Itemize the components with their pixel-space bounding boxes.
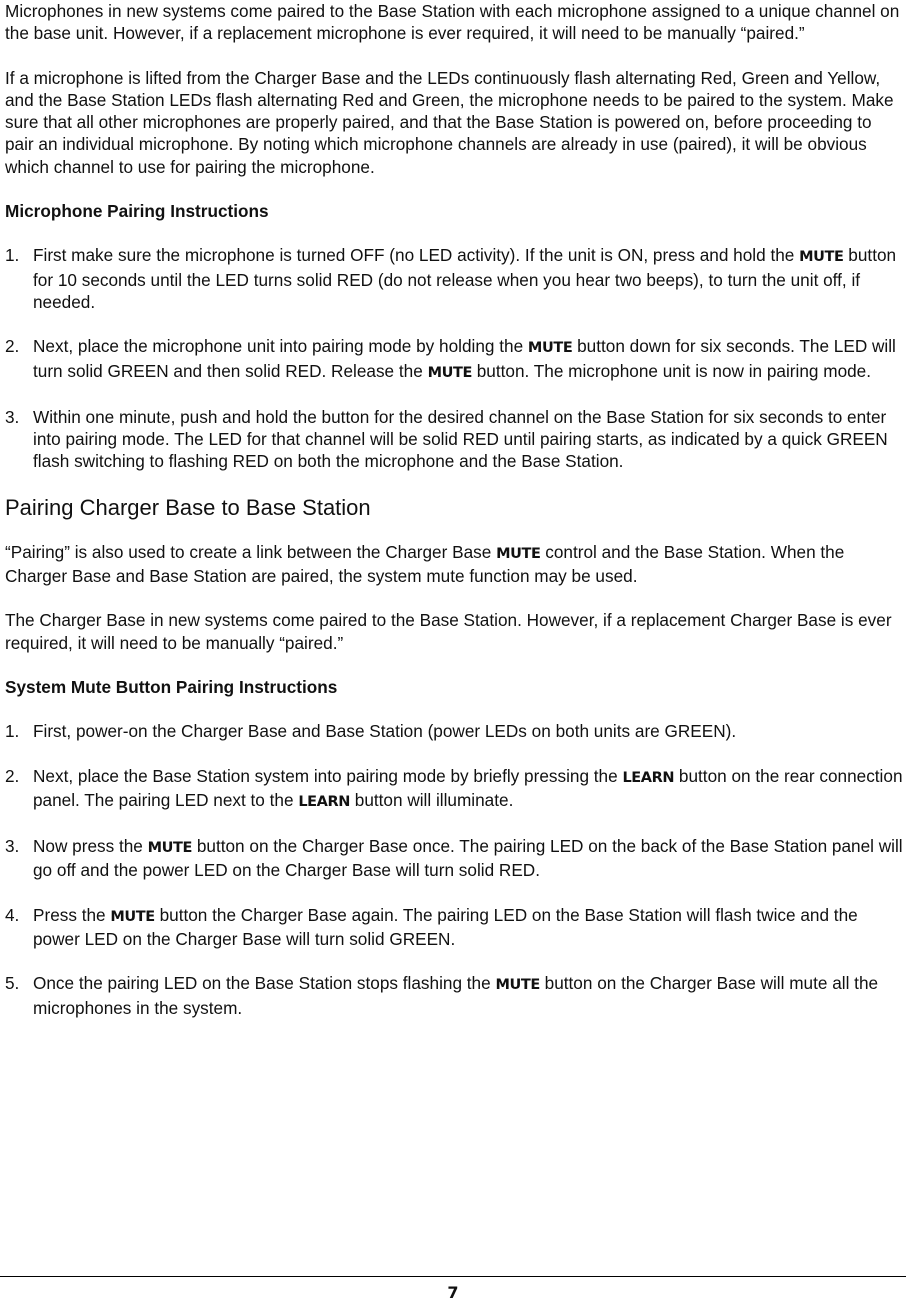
mic-pairing-steps xyxy=(5,244,905,472)
document-page xyxy=(5,0,905,1041)
mute-pairing-steps xyxy=(5,720,905,1019)
step-text: button will illuminate. xyxy=(349,789,514,810)
mic-pairing-heading: Microphone Pairing Instructions xyxy=(5,201,269,222)
step-text: Press the xyxy=(33,904,111,925)
step-number: 3. xyxy=(5,836,20,857)
step-text: button for 10 seconds until the LED turns solid RED (do not release when you hear two beeps), to turn the unit off, if needed. xyxy=(33,245,897,312)
step-text: button down for six seconds. The LED will turn solid GREEN and then solid RED. Release the xyxy=(33,336,896,381)
step-number: 2. xyxy=(5,336,20,357)
step-text: button on the rear connection panel. The pairing LED next to the xyxy=(33,765,903,810)
list-item xyxy=(5,406,905,473)
learn-keyword: LEARN xyxy=(298,793,350,810)
list-item xyxy=(5,835,905,882)
mute-keyword: MUTE xyxy=(110,908,155,925)
step-text: Once the pairing LED on the Base Station stops flashing the xyxy=(33,973,496,994)
intro-paragraph-2: If a microphone is lifted from the Charger Base and the LEDs continuously flash alternating Red, Green and Yellow, and the Base Station LEDs flash alternating Red and Green, the microphone needs to be paired to the system. Make sure that all other microphones are properly paired, and that the Base Station is powered on, before proceeding to pair an individual microphone. By noting which microphone channels are already in use (paired), it will be obvious which channel to use for pairing the microphone. xyxy=(5,67,894,177)
mute-keyword: MUTE xyxy=(799,249,844,266)
step-number: 4. xyxy=(5,904,20,925)
step-text: button on the Charger Base once. The pairing LED on the back of the Base Station panel will go off and the power LED on the Charger Base will turn solid RED. xyxy=(33,836,903,881)
step-text: First make sure the microphone is turned OFF (no LED activity). If the unit is ON, press and hold the xyxy=(33,245,800,266)
step-text: button the Charger Base again. The pairing LED on the Base Station will flash twice and the power LED on the Charger Base will turn solid GREEN. xyxy=(33,904,858,950)
mute-keyword: MUTE xyxy=(427,364,472,381)
list-item xyxy=(5,972,905,1019)
step-number: 2. xyxy=(5,765,20,786)
step-text: Within one minute, push and hold the button for the desired channel on the Base Station for six seconds to enter into pairing mode. The LED for that channel will be solid RED until pairing starts, as indicated by a quick GREEN flash switching to flashing RED on both the microphone and the Base Station. xyxy=(33,406,888,472)
mute-keyword: MUTE xyxy=(527,340,573,357)
list-item xyxy=(5,720,905,742)
step-text: Now press the xyxy=(33,836,148,857)
step-text: Next, place the Base Station system into pairing mode by briefly pressing the xyxy=(33,765,623,786)
step-number: 1. xyxy=(5,721,20,742)
charger-section-title: Pairing Charger Base to Base Station xyxy=(5,494,371,520)
list-item xyxy=(5,904,905,951)
paragraph-text: “Pairing” is also used to create a link between the Charger Base xyxy=(5,541,497,562)
mute-pairing-heading: System Mute Button Pairing Instructions xyxy=(5,676,338,697)
step-text: button on the Charger Base will mute all the microphones in the system. xyxy=(33,973,879,1018)
step-number: 5. xyxy=(5,973,20,994)
list-item xyxy=(5,335,905,384)
page-number: 7 xyxy=(447,1283,459,1302)
paragraph-text: control and the Base Station. When the Charger Base and Base Station are paired, the system mute function may be used. xyxy=(5,541,845,587)
intro-paragraph-1: Microphones in new systems come paired to the Base Station with each microphone assigned to a unique channel on the base unit. However, if a replacement microphone is ever required, it will need to be manually “paired.” xyxy=(5,1,900,44)
step-number: 1. xyxy=(5,245,20,266)
step-number: 3. xyxy=(5,406,20,427)
step-text: button. The microphone unit is now in pairing mode. xyxy=(471,360,872,381)
list-item xyxy=(5,765,905,814)
mute-keyword: MUTE xyxy=(147,840,193,857)
mute-keyword: MUTE xyxy=(496,545,541,562)
list-item xyxy=(5,244,905,313)
mute-keyword: MUTE xyxy=(495,977,540,994)
learn-keyword: LEARN xyxy=(622,769,675,786)
charger-paragraph-2: The Charger Base in new systems come paired to the Base Station. However, if a replacement Charger Base is ever required, it will need to be manually “paired.” xyxy=(5,610,892,653)
footer-divider xyxy=(0,1276,906,1277)
step-text: Next, place the microphone unit into pairing mode by holding the xyxy=(33,336,528,357)
step-text: First, power-on the Charger Base and Base Station (power LEDs on both units are GREEN). xyxy=(33,721,737,742)
charger-paragraph-1 xyxy=(5,541,905,588)
